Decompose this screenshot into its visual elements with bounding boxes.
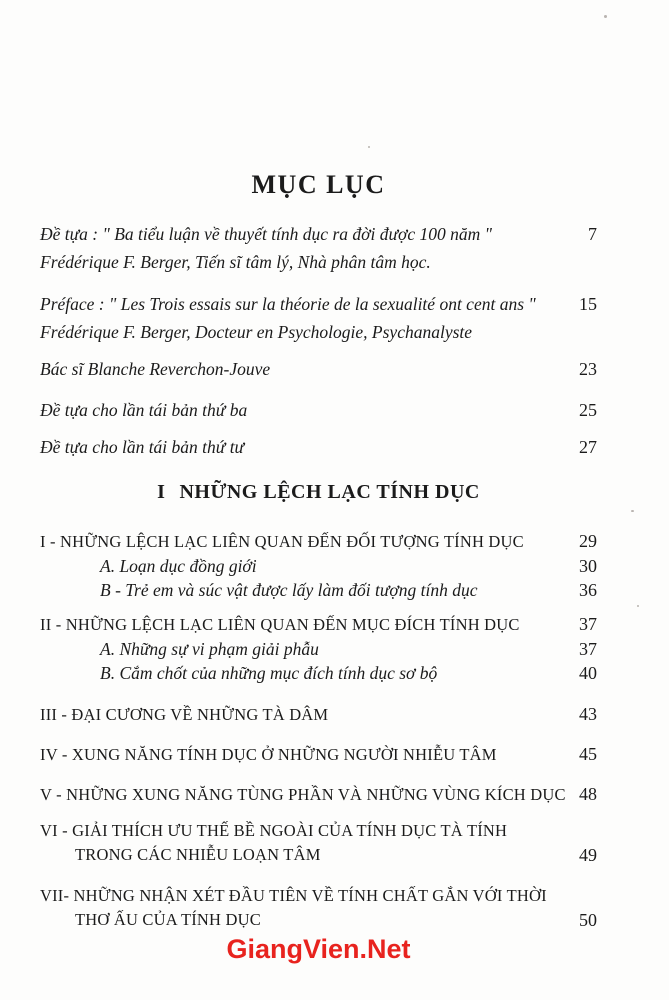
entry-label	[40, 819, 507, 867]
scan-speck	[368, 146, 370, 148]
entry-label: A. Loạn dục đồng giới	[100, 556, 257, 576]
entry-title: Bác sĩ Blanche Reverchon-Jouve	[40, 359, 271, 379]
page-number: 40	[579, 663, 597, 683]
entry-title: Đề tựa : " Ba tiểu luận về thuyết tính dục ra đời được 100 năm "	[40, 224, 492, 244]
page-content	[0, 170, 669, 964]
toc-entry	[40, 529, 597, 554]
page-number: 23	[579, 359, 597, 379]
toc-entry	[40, 884, 597, 932]
toc-subentry	[40, 637, 597, 661]
entry-label: V - NHỮNG XUNG NĂNG TÙNG PHẦN VÀ NHỮNG VÙNG KÍCH DỤC	[40, 785, 566, 804]
page-number: 43	[579, 704, 597, 724]
front-matter-entry	[40, 355, 597, 383]
entry-label: I - NHỮNG LỆCH LẠC LIÊN QUAN ĐẾN ĐỐI TƯỢNG TÍNH DỤC	[40, 532, 524, 551]
page-number: 48	[579, 784, 597, 804]
front-matter-entry	[40, 290, 597, 346]
section-heading	[40, 477, 597, 507]
section-numeral: I	[157, 481, 166, 503]
scan-speck	[631, 510, 634, 512]
entry-label	[40, 884, 547, 932]
toc-entry	[40, 702, 597, 727]
entry-line-2: THƠ ẤU CỦA TÍNH DỤC	[75, 910, 261, 929]
entry-line-1: VII- NHỮNG NHẬN XÉT ĐẦU TIÊN VỀ TÍNH CHẤT GẮN VỚI THỜI	[40, 886, 547, 905]
page-number: 49	[579, 845, 597, 865]
page-number: 37	[579, 614, 597, 634]
page-number: 30	[579, 556, 597, 576]
toc-list	[40, 529, 597, 932]
watermark: GiangVien.Net	[226, 934, 411, 964]
toc-entry	[40, 742, 597, 767]
toc-subentry	[40, 661, 597, 685]
entry-line-2: TRONG CÁC NHIỄU LOẠN TÂM	[75, 845, 321, 864]
page-number: 27	[579, 437, 597, 457]
section-title: NHỮNG LỆCH LẠC TÍNH DỤC	[179, 481, 480, 503]
entry-title: Préface : " Les Trois essais sur la théorie de la sexualité ont cent ans "	[40, 294, 536, 314]
page-number: 15	[579, 294, 597, 314]
toc-subentry	[40, 554, 597, 578]
scan-speck	[604, 15, 607, 18]
scan-speck	[637, 605, 639, 607]
entry-label: IV - XUNG NĂNG TÍNH DỤC Ở NHỮNG NGƯỜI NHIỄU TÂM	[40, 745, 497, 764]
entry-author: Frédérique F. Berger, Tiến sĩ tâm lý, Nhà phân tâm học.	[40, 252, 431, 272]
toc-entry	[40, 819, 597, 867]
entry-label: II - NHỮNG LỆCH LẠC LIÊN QUAN ĐẾN MỤC ĐÍCH TÍNH DỤC	[40, 615, 520, 634]
page-number: 37	[579, 639, 597, 659]
entry-title: Đề tựa cho lần tái bản thứ tư	[40, 437, 245, 457]
front-matter-entry	[40, 396, 597, 424]
page-number: 36	[579, 580, 597, 600]
page-number: 50	[579, 910, 597, 930]
entry-line-1: VI - GIẢI THÍCH ƯU THẾ BỀ NGOÀI CỦA TÍNH DỤC TÀ TÍNH	[40, 821, 508, 840]
front-matter-entry	[40, 220, 597, 276]
toc-entry	[40, 782, 597, 807]
entry-label: B - Trẻ em và súc vật được lấy làm đối tượng tính dục	[100, 580, 478, 600]
entry-label: A. Những sự vi phạm giải phẫu	[100, 639, 319, 659]
entry-author: Frédérique F. Berger, Docteur en Psychologie, Psychanalyste	[40, 322, 473, 342]
toc-entry	[40, 612, 597, 637]
page-number: 29	[579, 531, 597, 551]
entry-title: Đề tựa cho lần tái bản thứ ba	[40, 400, 248, 420]
page-title: MỤC LỤC	[251, 170, 386, 199]
front-matter-entry	[40, 433, 597, 461]
entry-label: III - ĐẠI CƯƠNG VỀ NHỮNG TÀ DÂM	[40, 705, 329, 724]
page-number: 25	[579, 400, 597, 420]
toc-subentry	[40, 578, 597, 602]
page-number: 45	[579, 744, 597, 764]
page-number: 7	[588, 224, 597, 244]
entry-label: B. Cắm chốt của những mục đích tính dục sơ bộ	[100, 663, 438, 683]
